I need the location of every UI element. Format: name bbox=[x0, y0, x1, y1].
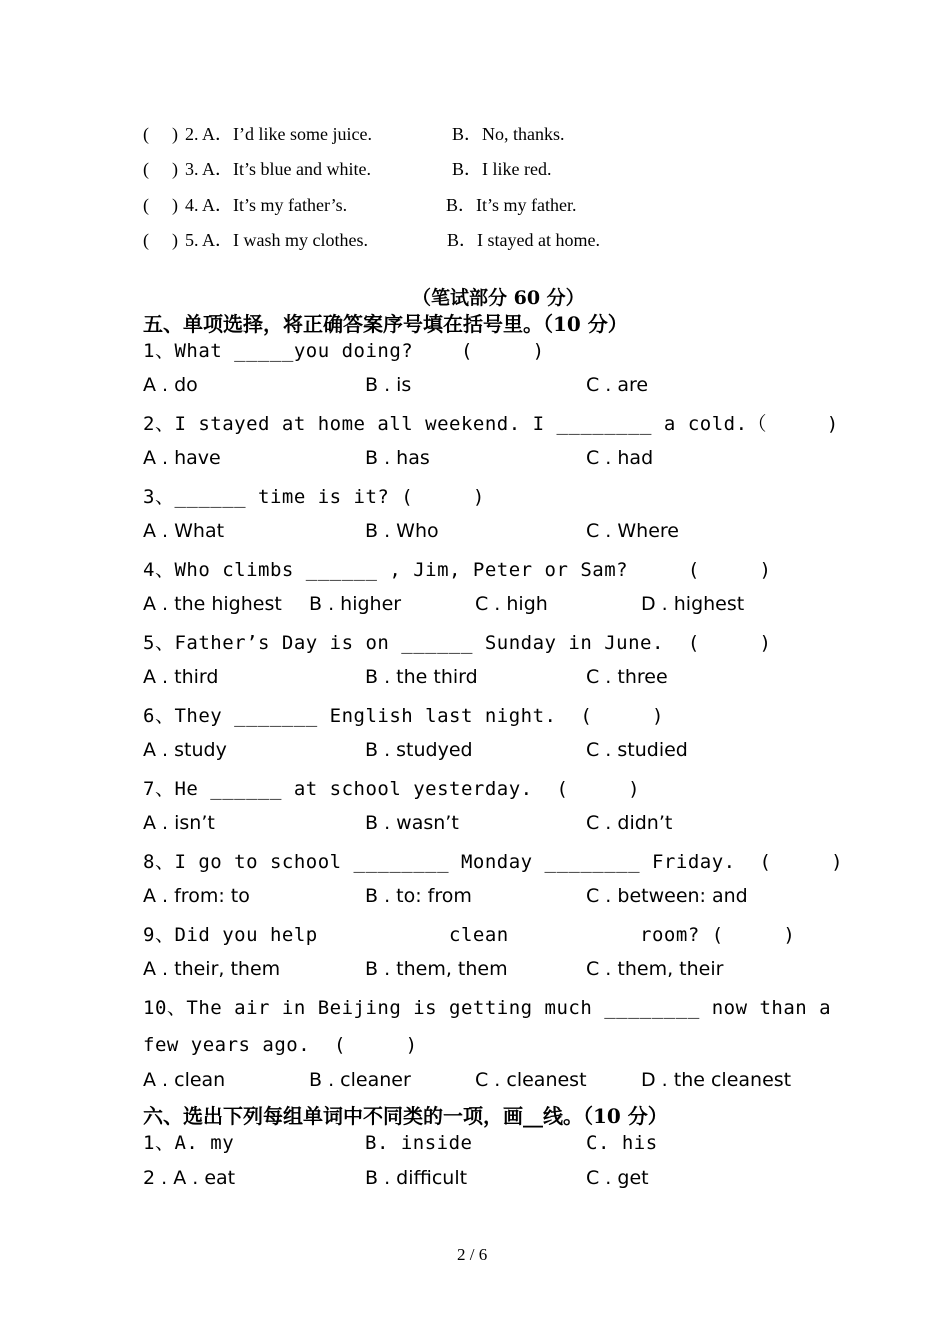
option-c: C . are bbox=[586, 374, 649, 396]
option-b: B . cleaner bbox=[309, 1069, 411, 1091]
section-5-heading: 五、单项选择，将正确答案序号填在括号里。（10 分） bbox=[143, 312, 628, 336]
written-section-title: （笔试部分 60 分） bbox=[412, 287, 585, 309]
question-text: 8、I go to school ________ Monday ________ Friday. ( ) bbox=[143, 851, 844, 873]
option-b: B．I like red. bbox=[452, 159, 552, 179]
option-b: B．I stayed at home. bbox=[447, 230, 600, 250]
option-c: C . didn’t bbox=[586, 812, 673, 834]
option-c: C . three bbox=[586, 666, 668, 688]
option-c: C . them, their bbox=[586, 958, 724, 980]
question-text: 5、Father’s Day is on ______ Sunday in June. ( ) bbox=[143, 632, 772, 654]
option-c: C . high bbox=[475, 593, 548, 615]
option-a: A . do bbox=[143, 374, 198, 396]
option-b: B . is bbox=[365, 374, 412, 396]
option-b: B . to: from bbox=[365, 885, 472, 907]
option-c: C . studied bbox=[586, 739, 688, 761]
option-a: A . study bbox=[143, 739, 227, 761]
question-text-continued: few years ago. ( ) bbox=[143, 1034, 418, 1056]
question-text: 6、They _______ English last night. ( ) bbox=[143, 705, 664, 727]
option-a: 5. A．I wash my clothes. bbox=[185, 230, 368, 250]
answer-paren-open: ( bbox=[143, 124, 149, 144]
option-a: A . the highest bbox=[143, 593, 282, 615]
option-a: 2. A．I’d like some juice. bbox=[185, 124, 372, 144]
option-a: A . clean bbox=[143, 1069, 226, 1091]
option-b: B . higher bbox=[309, 593, 402, 615]
option-b: B . has bbox=[365, 447, 430, 469]
option-a: A . have bbox=[143, 447, 221, 469]
option-a: 4. A．It’s my father’s. bbox=[185, 195, 348, 215]
answer-paren-open: ( bbox=[143, 159, 149, 179]
answer-paren-close: ) bbox=[172, 230, 178, 250]
option-c: C . cleanest bbox=[475, 1069, 587, 1091]
option-a: 2 . A . eat bbox=[143, 1167, 236, 1189]
option-c: C . get bbox=[586, 1167, 649, 1189]
option-a: A . third bbox=[143, 666, 219, 688]
answer-paren-close: ) bbox=[172, 195, 178, 215]
option-b: B . wasn’t bbox=[365, 812, 459, 834]
option-c: C. his bbox=[586, 1132, 658, 1154]
question-text: 10、The air in Beijing is getting much ________ now than a bbox=[143, 997, 832, 1019]
question-text: 7、He ______ at school yesterday. ( ) bbox=[143, 778, 641, 800]
question-text: 4、Who climbs ______ , Jim, Peter or Sam? ( ) bbox=[143, 559, 772, 581]
option-a: A . isn’t bbox=[143, 812, 215, 834]
option-b: B . studyed bbox=[365, 739, 473, 761]
option-d: D . highest bbox=[641, 593, 745, 615]
option-a: 1、A. my bbox=[143, 1132, 235, 1154]
option-b: B．No, thanks. bbox=[452, 124, 565, 144]
question-text: 2、I stayed at home all weekend. I ________ a cold.（ ) bbox=[143, 413, 839, 435]
option-c: C . between: and bbox=[586, 885, 748, 907]
answer-paren-open: ( bbox=[143, 230, 149, 250]
question-text: 1、What _____you doing? ( ) bbox=[143, 340, 545, 362]
page-number: 2 / 6 bbox=[457, 1245, 488, 1264]
option-a: A . their, them bbox=[143, 958, 281, 980]
option-b: B . Who bbox=[365, 520, 439, 542]
option-a: 3. A．It’s blue and white. bbox=[185, 159, 371, 179]
option-a: A . What bbox=[143, 520, 225, 542]
option-c: C . Where bbox=[586, 520, 679, 542]
answer-paren-close: ) bbox=[172, 159, 178, 179]
option-b: B．It’s my father. bbox=[446, 195, 577, 215]
question-text: 3、______ time is it? ( ) bbox=[143, 486, 485, 508]
option-b: B. inside bbox=[365, 1132, 473, 1154]
option-b: B . them, them bbox=[365, 958, 508, 980]
answer-paren-open: ( bbox=[143, 195, 149, 215]
option-b: B . difficult bbox=[365, 1167, 468, 1189]
section-6-heading: 六、选出下列每组单词中不同类的一项，画__线。（10 分） bbox=[143, 1104, 668, 1128]
option-b: B . the third bbox=[365, 666, 478, 688]
answer-paren-close: ) bbox=[172, 124, 178, 144]
option-c: C . had bbox=[586, 447, 654, 469]
question-text: 9、Did you help clean room? ( ) bbox=[143, 924, 796, 946]
option-a: A . from: to bbox=[143, 885, 250, 907]
option-d: D . the cleanest bbox=[641, 1069, 792, 1091]
